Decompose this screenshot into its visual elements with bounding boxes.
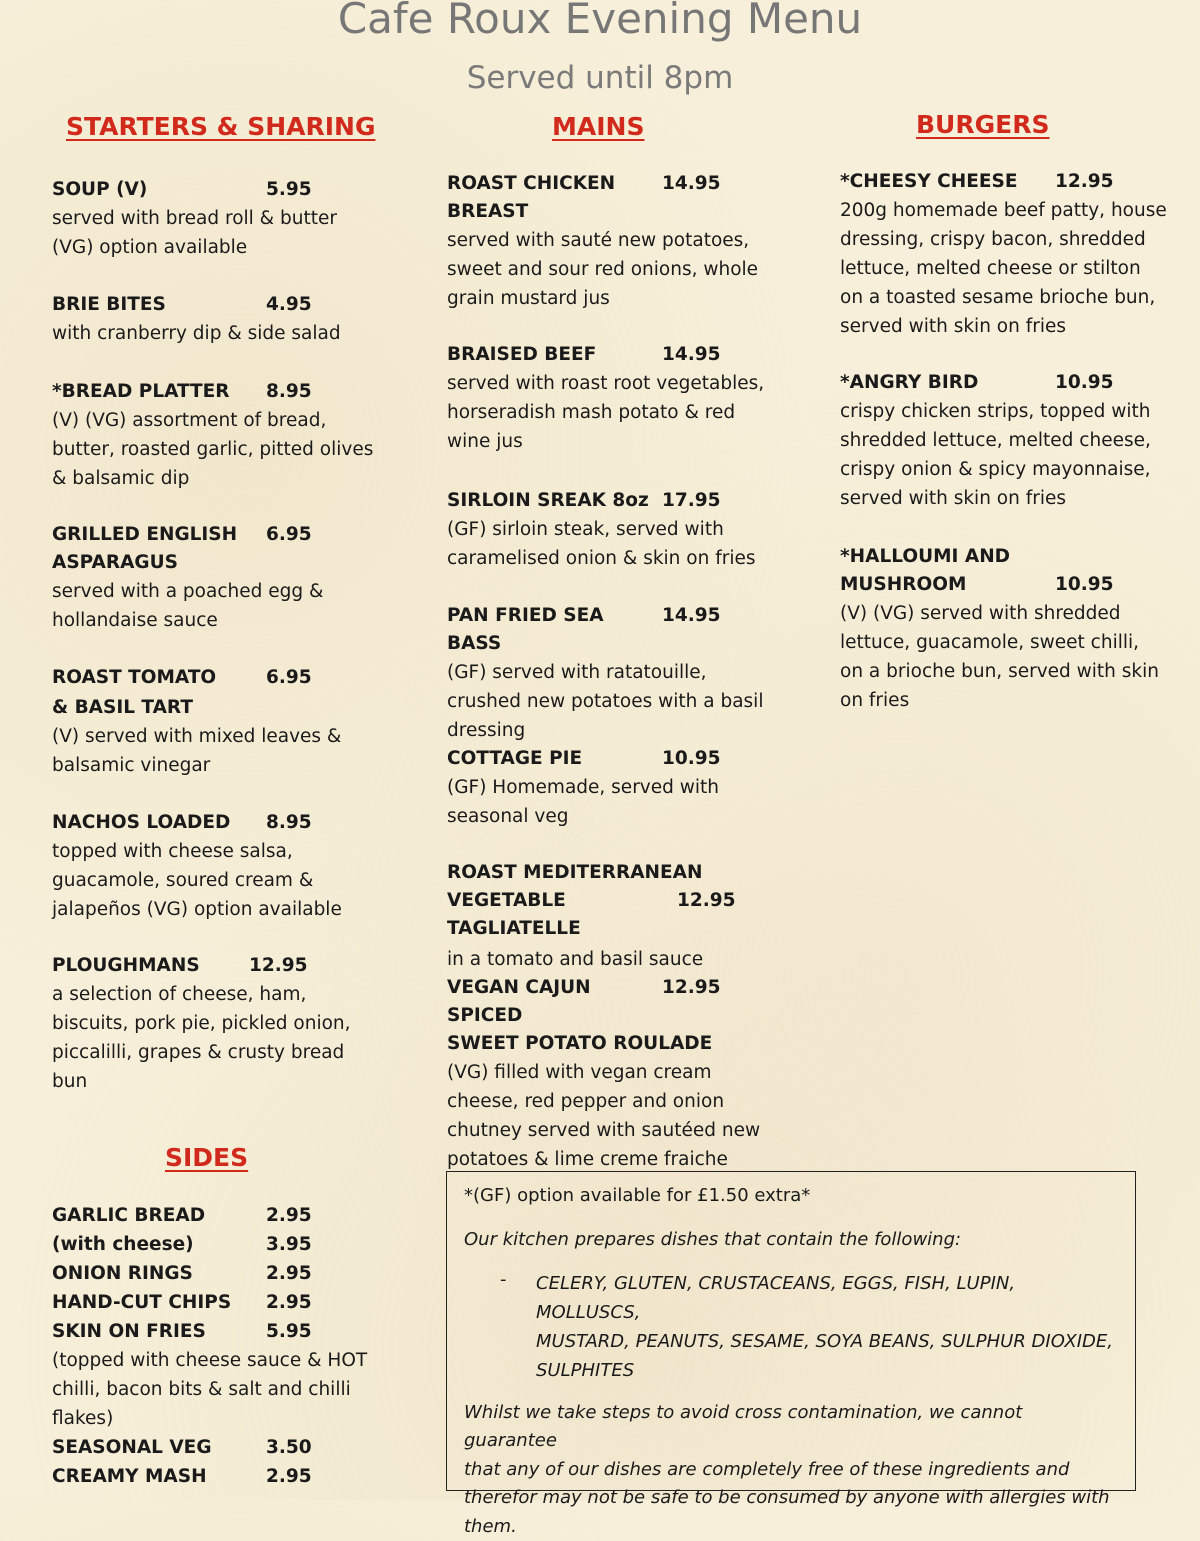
item-description: crispy chicken strips, topped with: [840, 397, 1190, 426]
starters-heading: STARTERS & SHARING: [66, 112, 375, 141]
item-price: 14.95: [662, 170, 721, 198]
item-name-line2: ASPARAGUS: [52, 549, 178, 577]
item-name-line2: & BASIL TART: [52, 694, 193, 722]
item-description: seasonal veg: [447, 802, 777, 831]
item-name-line2: BREAST: [447, 198, 528, 226]
item-description: (VG) option available: [52, 233, 382, 262]
item-description: (V) (VG) served with shredded: [840, 599, 1190, 628]
item-name: SIRLOIN SREAK 8oz: [447, 487, 662, 515]
item-description: (GF) served with ratatouille,: [447, 658, 777, 687]
item-name: ROAST TOMATO: [52, 664, 266, 692]
item-price: 17.95: [662, 487, 721, 515]
item-description: with cranberry dip & side salad: [52, 319, 382, 348]
side-item: [52, 1317, 382, 1346]
item-description: potatoes & lime creme fraiche: [447, 1145, 777, 1174]
burgers-heading: BURGERS: [916, 110, 1049, 139]
allergen-list: [464, 1269, 1119, 1385]
mains-heading: MAINS: [552, 112, 644, 141]
side-price: 2.95: [266, 1462, 312, 1491]
item-price: 12.95: [677, 887, 736, 943]
item-description: wine jus: [447, 427, 777, 456]
item-name: VEGAN CAJUN SPICED: [447, 974, 662, 1030]
sides-heading: SIDES: [165, 1143, 248, 1172]
side-name: (with cheese): [52, 1230, 266, 1259]
side-item: [52, 1433, 382, 1462]
allergen-disclaimer: [464, 1399, 1119, 1541]
item-description: served with sauté new potatoes,: [447, 226, 777, 255]
side-description: flakes): [52, 1404, 382, 1433]
item-description: hollandaise sauce: [52, 606, 382, 635]
menu-item: [447, 974, 777, 1174]
item-name: SOUP (V): [52, 176, 266, 204]
item-description: caramelised onion & skin on fries: [447, 544, 777, 573]
item-name: BRAISED BEEF: [447, 341, 662, 369]
item-description: shredded lettuce, melted cheese,: [840, 426, 1190, 455]
item-name-line2: SWEET POTATO ROULADE: [447, 1030, 712, 1058]
item-description: (V) (VG) assortment of bread,: [52, 406, 382, 435]
side-price: 2.95: [266, 1288, 312, 1317]
disclaimer-line: them.: [464, 1513, 1119, 1541]
menu-item: [52, 378, 382, 493]
item-price: 12.95: [662, 974, 721, 1030]
allergen-list-line: MUSTARD, PEANUTS, SESAME, SOYA BEANS, SULPHUR DIOXIDE,: [536, 1327, 1116, 1356]
item-description: (V) served with mixed leaves &: [52, 722, 382, 751]
item-name: ROAST MEDITERRANEAN: [447, 859, 702, 887]
item-description: lettuce, melted cheese or stilton: [840, 254, 1190, 283]
item-price: 8.95: [266, 809, 312, 837]
side-item: [52, 1288, 382, 1317]
item-description: biscuits, pork pie, pickled onion,: [52, 1009, 382, 1038]
item-description: & balsamic dip: [52, 464, 382, 493]
item-description: crispy onion & spicy mayonnaise,: [840, 455, 1190, 484]
item-price: 8.95: [266, 378, 312, 406]
item-description: served with roast root vegetables,: [447, 369, 777, 398]
menu-item: [447, 170, 777, 313]
menu-item: [840, 543, 1190, 715]
allergen-list-line: CELERY, GLUTEN, CRUSTACEANS, EGGS, FISH, LUPIN, MOLLUSCS,: [536, 1269, 1116, 1327]
item-description: chutney served with sautéed new: [447, 1116, 777, 1145]
item-description: topped with cheese salsa,: [52, 837, 382, 866]
item-description: a selection of cheese, ham,: [52, 980, 382, 1009]
allergen-intro: Our kitchen prepares dishes that contain the following:: [464, 1226, 1119, 1255]
menu-item: [52, 952, 382, 1096]
item-name: *HALLOUMI AND: [840, 543, 1010, 571]
item-description: served with a poached egg &: [52, 577, 382, 606]
item-name: BRIE BITES: [52, 291, 266, 319]
side-item: [52, 1259, 382, 1288]
sides-list: [52, 1201, 382, 1491]
item-description: horseradish mash potato & red: [447, 398, 777, 427]
item-description: bun: [52, 1067, 382, 1096]
side-description: chilli, bacon bits & salt and chilli: [52, 1375, 382, 1404]
item-description: served with bread roll & butter: [52, 204, 382, 233]
disclaimer-line: that any of our dishes are completely free of these ingredients and: [464, 1456, 1119, 1485]
item-description: balsamic vinegar: [52, 751, 382, 780]
side-name: HAND-CUT CHIPS: [52, 1288, 266, 1317]
side-item: [52, 1230, 382, 1259]
item-price: 12.95: [249, 952, 308, 980]
menu-item: [840, 369, 1190, 513]
item-price: 10.95: [1055, 571, 1114, 599]
item-name: COTTAGE PIE: [447, 745, 662, 773]
item-description: (GF) sirloin steak, served with: [447, 515, 777, 544]
item-description: on a brioche bun, served with skin: [840, 657, 1190, 686]
menu-item: [52, 664, 382, 780]
item-description: (VG) filled with vegan cream: [447, 1058, 777, 1087]
side-item: [52, 1201, 382, 1230]
item-name: *ANGRY BIRD: [840, 369, 1055, 397]
item-description: dressing, crispy bacon, shredded: [840, 225, 1190, 254]
item-price: 10.95: [1055, 369, 1114, 397]
item-name: PLOUGHMANS: [52, 952, 249, 980]
side-price: 3.95: [266, 1230, 312, 1259]
item-name: NACHOS LOADED: [52, 809, 266, 837]
item-description: 200g homemade beef patty, house: [840, 196, 1190, 225]
menu-item: [52, 809, 382, 924]
item-description: served with skin on fries: [840, 484, 1190, 513]
item-description: lettuce, guacamole, sweet chilli,: [840, 628, 1190, 657]
side-name: SKIN ON FRIES: [52, 1317, 266, 1346]
side-price: 2.95: [266, 1201, 312, 1230]
item-description: butter, roasted garlic, pitted olives: [52, 435, 382, 464]
gf-note: *(GF) option available for £1.50 extra*: [464, 1182, 1119, 1210]
item-description: in a tomato and basil sauce: [447, 945, 777, 974]
disclaimer-line: Whilst we take steps to avoid cross contamination, we cannot guarantee: [464, 1399, 1119, 1456]
menu-item: [52, 521, 382, 635]
side-name: GARLIC BREAD: [52, 1201, 266, 1230]
menu-item: [447, 602, 777, 745]
item-description: on a toasted sesame brioche bun,: [840, 283, 1190, 312]
item-price: 14.95: [662, 602, 721, 658]
item-name-line2: VEGETABLE TAGLIATELLE: [447, 887, 677, 943]
menu-item: [52, 176, 382, 262]
side-item: [52, 1462, 382, 1491]
allergen-info-box: [446, 1171, 1136, 1491]
item-name: *CHEESY CHEESE: [840, 168, 1055, 196]
side-name: SEASONAL VEG: [52, 1433, 266, 1462]
menu-item: [447, 859, 777, 974]
item-name: *BREAD PLATTER: [52, 378, 266, 406]
item-price: 12.95: [1055, 168, 1114, 196]
item-description: piccalilli, grapes & crusty bread: [52, 1038, 382, 1067]
item-name: GRILLED ENGLISH: [52, 521, 266, 549]
side-name: ONION RINGS: [52, 1259, 266, 1288]
item-description: crushed new potatoes with a basil: [447, 687, 777, 716]
item-description: served with skin on fries: [840, 312, 1190, 341]
item-price: 14.95: [662, 341, 721, 369]
menu-item: [52, 291, 382, 348]
item-name: PAN FRIED SEA BASS: [447, 602, 662, 658]
side-name: CREAMY MASH: [52, 1462, 266, 1491]
menu-subtitle: Served until 8pm: [0, 60, 1200, 96]
item-price: 6.95: [266, 521, 312, 549]
item-description: (GF) Homemade, served with: [447, 773, 777, 802]
item-description: cheese, red pepper and onion: [447, 1087, 777, 1116]
item-description: dressing: [447, 716, 777, 745]
side-price: 2.95: [266, 1259, 312, 1288]
item-price: 10.95: [662, 745, 721, 773]
list-dash: -: [464, 1269, 536, 1385]
menu-item: [447, 341, 777, 456]
allergen-list-line: SULPHITES: [536, 1356, 1116, 1385]
menu-title: Cafe Roux Evening Menu: [0, 0, 1200, 43]
item-description: guacamole, soured cream &: [52, 866, 382, 895]
item-description: on fries: [840, 686, 1190, 715]
item-price: 5.95: [266, 176, 312, 204]
item-name: ROAST CHICKEN: [447, 170, 662, 198]
item-description: grain mustard jus: [447, 284, 777, 313]
menu-item: [447, 487, 777, 573]
item-price: 4.95: [266, 291, 312, 319]
item-name-line2: MUSHROOM: [840, 571, 1055, 599]
side-description: (topped with cheese sauce & HOT: [52, 1346, 382, 1375]
menu-item: [447, 745, 777, 831]
menu-item: [840, 168, 1190, 341]
item-description: sweet and sour red onions, whole: [447, 255, 777, 284]
disclaimer-line: therefor may not be safe to be consumed by anyone with allergies with: [464, 1484, 1119, 1513]
item-price: 6.95: [266, 664, 312, 692]
side-price: 3.50: [266, 1433, 312, 1462]
item-description: jalapeños (VG) option available: [52, 895, 382, 924]
side-price: 5.95: [266, 1317, 312, 1346]
